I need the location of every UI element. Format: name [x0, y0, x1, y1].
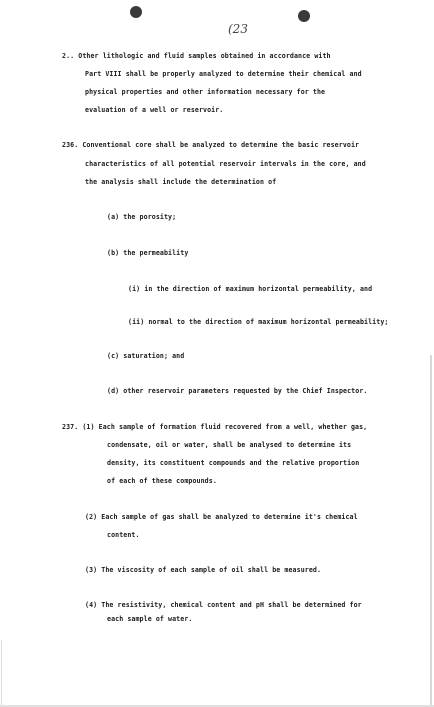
page-number: (23 [228, 22, 248, 36]
text-line: condensate, oil or water, shall be analysed to determine its [107, 441, 352, 449]
text-line: 2.. Other lithologic and fluid samples obtained in accordance with [62, 52, 331, 60]
punch-hole-left [130, 6, 142, 18]
text-line: 237. (1) Each sample of formation fluid recovered from a well, whether gas, [62, 423, 368, 431]
text-line: characteristics of all potential reservoir intervals in the core, and [85, 160, 366, 168]
list-item: (d) other reservoir parameters requested by the Chief Inspector. [107, 387, 368, 395]
text-line: Part VIII shall be properly analyzed to determine their chemical and [85, 70, 362, 78]
list-item: (a) the porosity; [107, 213, 177, 221]
text-line: (2) Each sample of gas shall be analyzed to determine it's chemical [85, 513, 358, 521]
list-item: (c) saturation; and [107, 352, 185, 360]
scan-edge-right [430, 355, 432, 707]
list-item: (b) the permeability [107, 249, 189, 257]
scan-edge-left [1, 640, 2, 707]
text-line: evaluation of a well or reservoir. [85, 106, 224, 114]
list-item: (ii) normal to the direction of maximum horizontal permeability; [128, 318, 389, 326]
list-item: (i) in the direction of maximum horizontal permeability, and [128, 285, 373, 293]
text-line: content. [107, 531, 140, 539]
text-line: each sample of water. [107, 615, 193, 623]
text-line: of each of these compounds. [107, 477, 217, 485]
punch-hole-right [298, 10, 310, 22]
text-line: physical properties and other information necessary for the [85, 88, 326, 96]
text-line: (3) The viscosity of each sample of oil shall be measured. [85, 566, 322, 574]
text-line: 236. Conventional core shall be analyzed to determine the basic reservoir [62, 141, 360, 149]
text-line: the analysis shall include the determination of [85, 178, 277, 186]
text-line: (4) The resistivity, chemical content and pH shall be determined for [85, 601, 362, 609]
text-line: density, its constituent compounds and the relative proportion [107, 459, 360, 467]
